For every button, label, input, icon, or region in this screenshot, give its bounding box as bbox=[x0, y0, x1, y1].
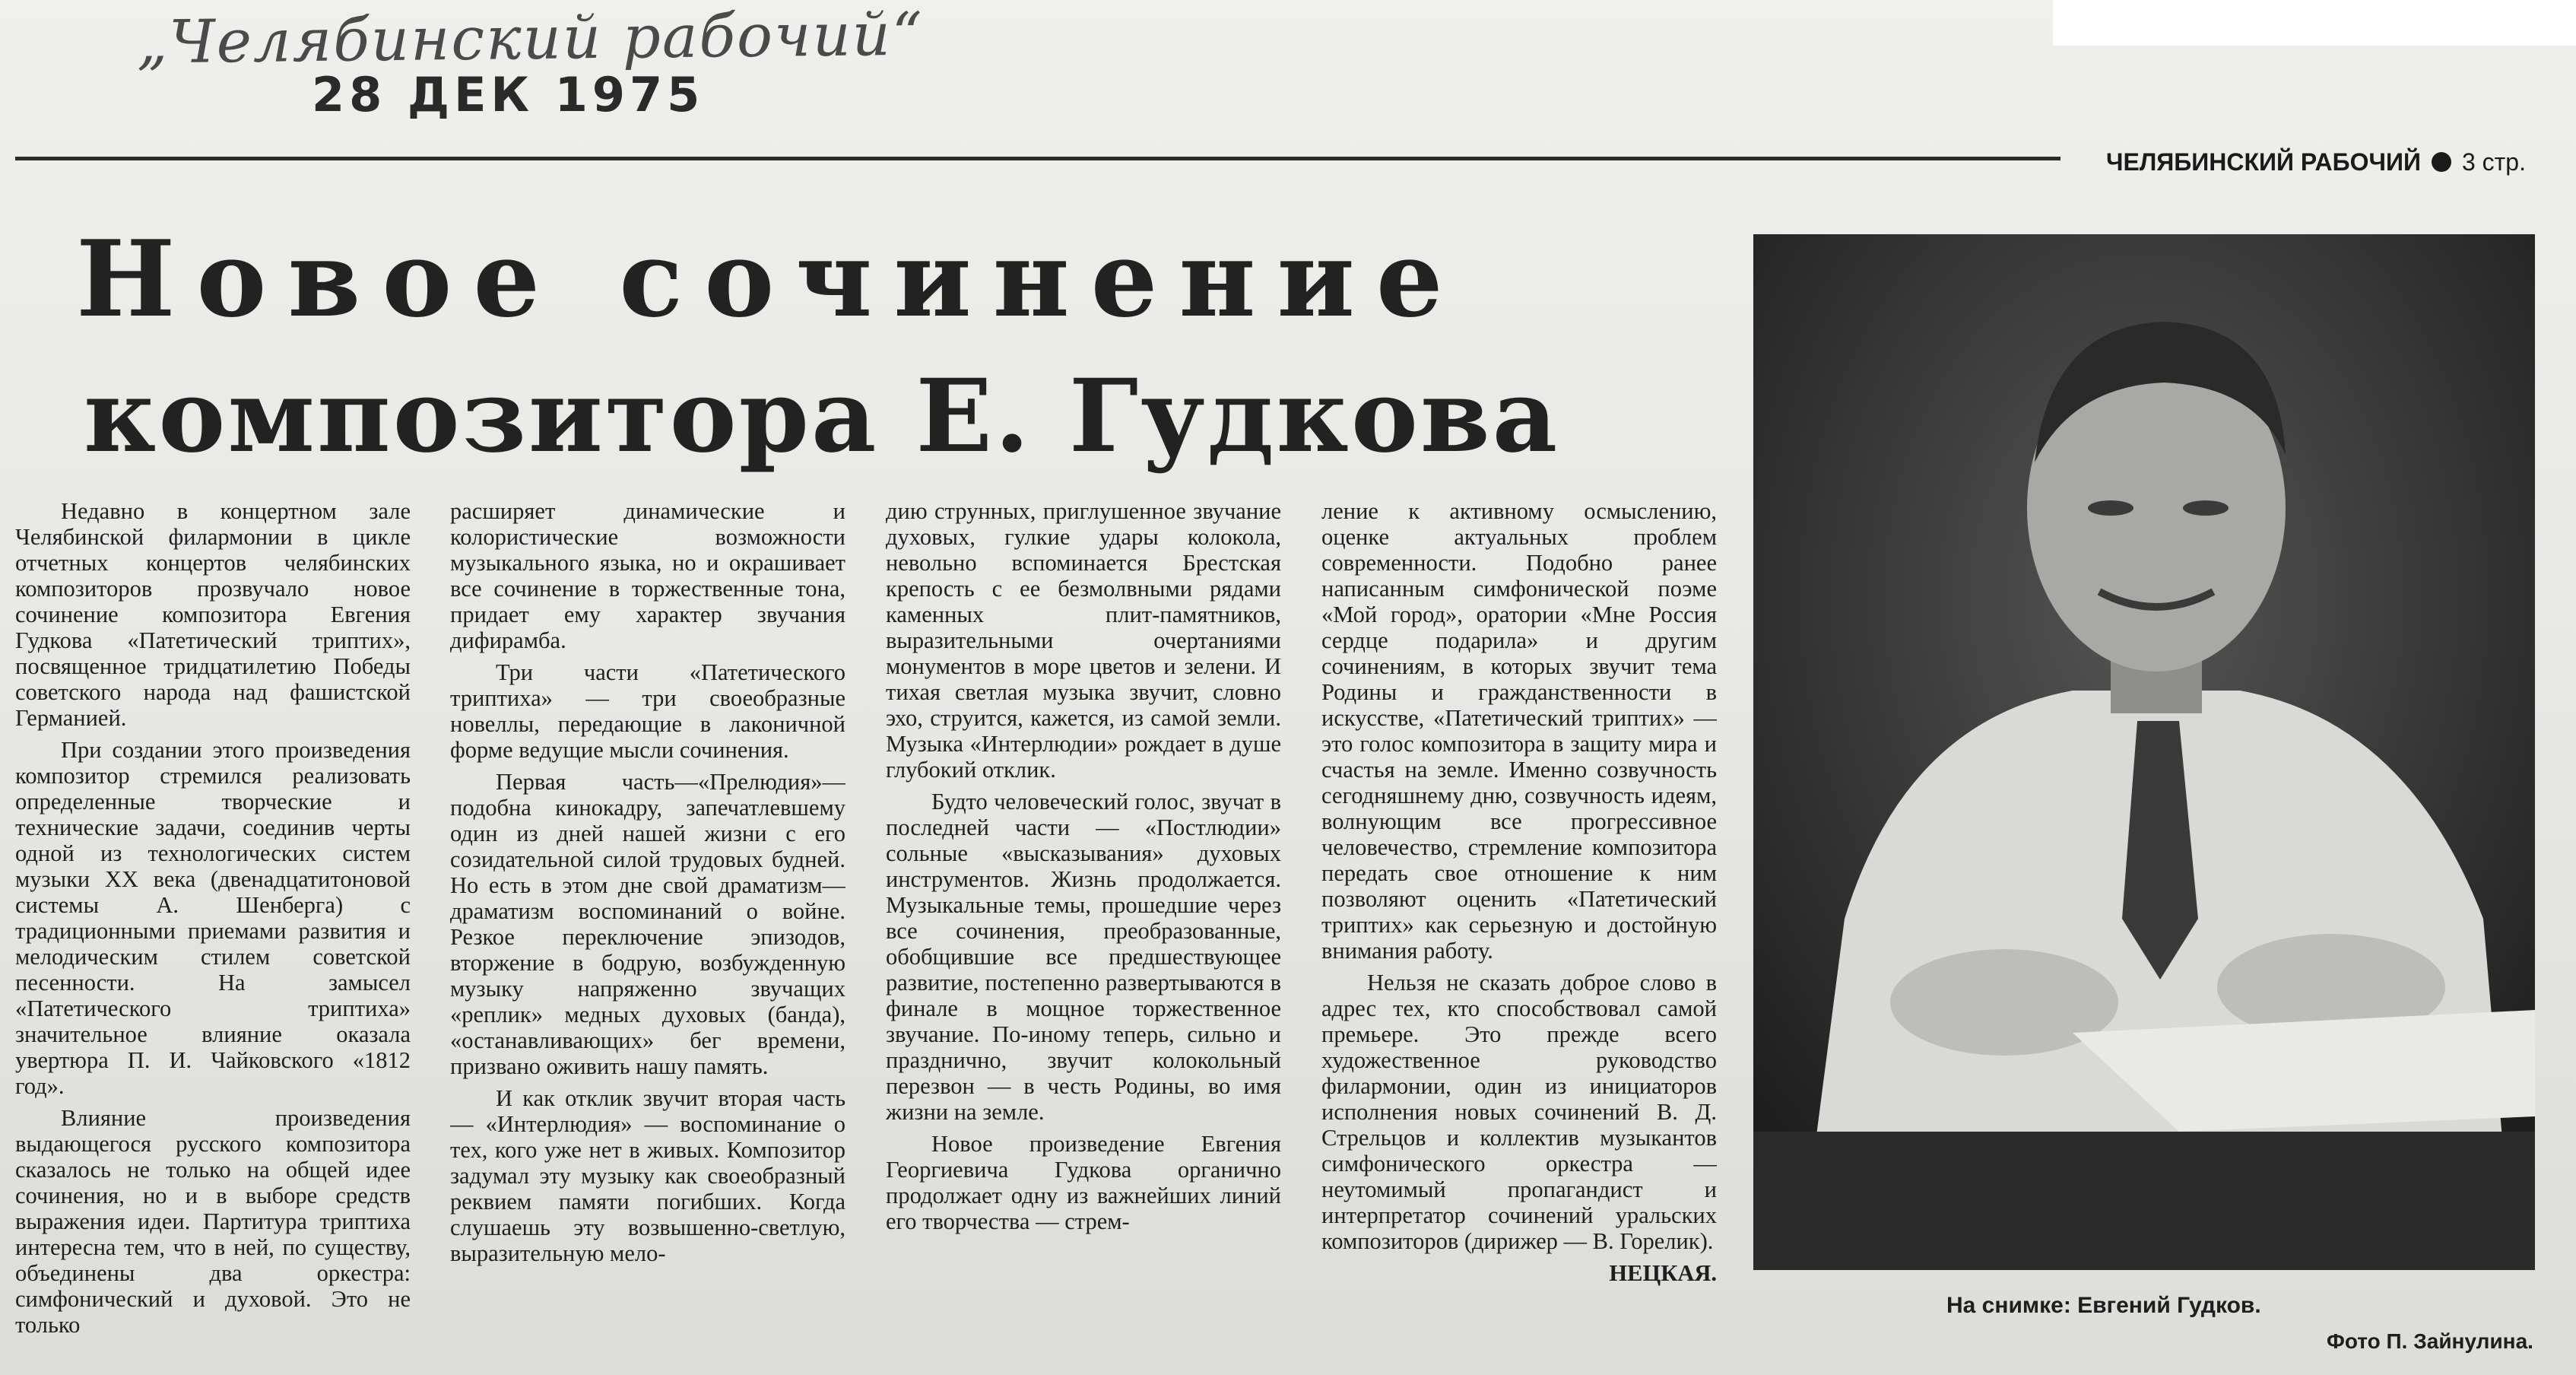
photo-credit: Фото П. Зайнулина. bbox=[2327, 1329, 2533, 1353]
masthead bbox=[2106, 143, 2555, 181]
author-signature: НЕЦКАЯ. bbox=[1609, 1260, 1717, 1286]
paragraph: Недавно в концертном зале Челябинской филармонии в цикле отчетных концертов челябинских композиторов прозвучало новое сочинение композитора Евгения Гудкова «Патетический триптих», посвященное тридцатилетию Победы советского народа над фашистской Германией. bbox=[15, 498, 411, 731]
portrait-image bbox=[1753, 234, 2535, 1270]
paragraph: Нельзя не сказать доброе слово в адрес тех, кто способствовал самой премьере. Это прежде всего художественное руководство филармонии, один из инициаторов исполнения новых сочинений В. Д. Стрельцов и коллектив музыкантов симфонического оркестра — неутомимый пропагандист и интерпретатор сочинений уральских композиторов (дирижер — В. Горелик). bbox=[1321, 970, 1717, 1254]
date-stamp: 28 ДЕК 1975 bbox=[312, 67, 705, 122]
paragraph: дию струнных, приглушенное звучание духовых, гулкие удары колокола, невольно вспоминается Брестская крепость с ее безмолвными рядами каменных плит-памятников, выразительными очертаниями монументов в море цветов и зелени. И тихая светлая музыка звучит, словно эхо, струится, кажется, из самой земли. Музыка «Интерлюдии» рождает в душе глубокий отклик. bbox=[886, 498, 1281, 783]
article-column-1 bbox=[15, 498, 411, 1358]
paragraph: ление к активному осмыслению, оценке актуальных проблем современности. Подобно ранее написанным симфонической поэме «Мой город», оратории «Мне Россия сердце подарила» и другим сочинениям, в которых звучит тема Родины и гражданственности в искусстве, «Патетический триптих» — это голос композитора в защиту мира и счастья на земле. Именно созвучность сегодняшнему дню, созвучность идеям, волнующим все прогрессивное человечество, стремление композитора передать свое отношение к ним позволяют оценить «Патетический триптих» как серьезную и достойную внимания работу. bbox=[1321, 498, 1717, 964]
article-column-4 bbox=[1321, 498, 1717, 1358]
masthead-rule bbox=[15, 157, 2060, 160]
article-column-3 bbox=[886, 498, 1281, 1358]
paragraph: Три части «Патетического триптиха» — три своеобразные новеллы, передающие в лаконичной форме ведущие мысли сочинения. bbox=[450, 659, 845, 763]
paragraph: Первая часть—«Прелюдия»— подобна кинокадру, запечатлевшему один из дней нашей жизни с его созидательной силой трудовых будней. Но есть в этом дне свой драматизм—драматизм воспоминаний о войне. Резкое переключение эпизодов, вторжение в бодрую, возбужденную музыку напряженно звучащих «реплик» медных духовых (банда), «останавливающих» бег времени, призвано оживить нашу память. bbox=[450, 769, 845, 1079]
headline-line-2: композитора Е. Гудкова bbox=[84, 357, 1560, 475]
paragraph: Влияние произведения выдающегося русского композитора сказалось не только на общей идее сочинения, но и в выборе средств выражения идеи. Партитура триптиха интересна тем, что в ней, по существу, объединены два оркестра: симфонический и духовой. Это не только bbox=[15, 1105, 411, 1338]
newspaper-name: ЧЕЛЯБИНСКИЙ РАБОЧИЙ bbox=[2106, 148, 2421, 176]
page-number: 3 стр. bbox=[2461, 148, 2526, 176]
paragraph: При создании этого произведения композитор стремился реализовать определенные творческие и технические задачи, соединив черты одной из технологических систем музыки XX века (двенадцатитоновой системы А. Шенберга) с традиционными приемами развития и мелодическим стилем советской песенности. На замысел «Патетического триптиха» значительное влияние оказала увертюра П. И. Чайковского «1812 год». bbox=[15, 737, 411, 1099]
headline-line-1: Новое сочинение bbox=[76, 217, 1464, 341]
article-column-2 bbox=[450, 498, 845, 1358]
paragraph: Новое произведение Евгения Георгиевича Гудкова органично продолжает одну из важнейших линий его творчества — стрем- bbox=[886, 1131, 1281, 1234]
photo-caption: На снимке: Евгений Гудков. bbox=[1946, 1293, 2261, 1318]
bullet-icon bbox=[2432, 152, 2451, 172]
paragraph: расширяет динамические и колористические возможности музыкального языка, но и окрашивает все сочинение в торжественные тона, придает ему характер звучания дифирамба. bbox=[450, 498, 845, 653]
portrait-photo bbox=[1753, 234, 2535, 1270]
paragraph: Будто человеческий голос, звучат в последней части — «Постлюдии» сольные «высказывания» духовых инструментов. Жизнь продолжается. Музыкальные темы, прошедшие через все сочинения, преобразованные, обобщившие все предшествующее развитие, постепенно развертываются в финале в мощное торжественное звучание. По-иному теперь, сильно и празднично, звучит колокольный перезвон — в честь Родины, во имя жизни на земле. bbox=[886, 789, 1281, 1125]
paragraph: И как отклик звучит вторая часть — «Интерлюдия» — воспоминание о тех, кого уже нет в живых. Композитор задумал эту музыку как своеобразный реквием памяти погибших. Когда слушаешь эту возвышенно-светлую, выразительную мело- bbox=[450, 1085, 845, 1266]
handwritten-source-note: „Челябинский рабочий“ bbox=[136, 0, 925, 78]
torn-edge bbox=[2053, 0, 2576, 46]
